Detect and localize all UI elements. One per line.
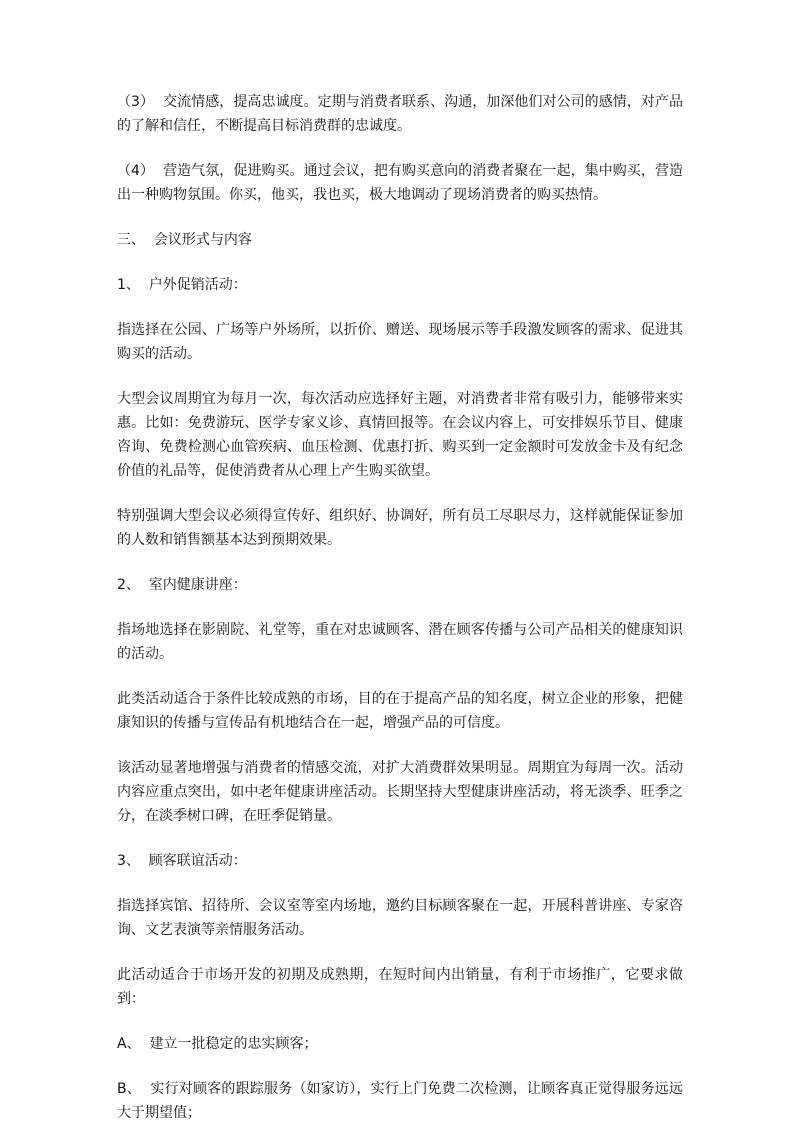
- document-body: [117, 90, 683, 1146]
- paragraph-indoor-suitability: 此类活动适合于条件比较成熟的市场，目的在于提高产品的知名度，树立企业的形象，把健康知识的传播与宣传品有机地结合在一起，增强产品的可信度。: [117, 691, 683, 731]
- paragraph-large-meeting-emphasis: 特别强调大型会议必须得宣传好、组织好、协调好，所有员工尽职尽力，这样就能保证参加的人数和销售额基本达到预期效果。: [117, 508, 683, 548]
- paragraph-indoor-effect: 该活动显著地增强与消费者的情感交流，对扩大消费群效果明显。周期宜为每周一次。活动内容应重点突出，如中老年健康讲座活动。长期坚持大型健康讲座活动，将无淡季、旺季之分，在淡季树口碑，在旺季促销量。: [117, 760, 683, 824]
- list-item-a: A、 建立一批稳定的忠实顾客；: [117, 1036, 318, 1052]
- section-heading-meeting-format: 三、 会议形式与内容: [117, 232, 252, 248]
- subheading-outdoor-promotion: 1、 户外促销活动：: [117, 277, 247, 293]
- paragraph-atmosphere: （4） 营造气氛，促进购买。通过会议，把有购买意向的消费者聚在一起，集中购买，营造出一种购物氛围。你买，他买，我也买，极大地调动了现场消费者的购买热情。: [117, 163, 683, 203]
- subheading-indoor-lecture: 2、 室内健康讲座：: [117, 577, 247, 593]
- paragraph-fellowship-definition: 指选择宾馆、招待所、会议室等室内场地，邀约目标顾客聚在一起，开展科普讲座、专家咨询、文艺表演等亲情服务活动。: [117, 898, 683, 938]
- list-item-b: B、 实行对顾客的跟踪服务（如家访），实行上门免费二次检测，让顾客真正觉得服务远远大于期望值；: [117, 1081, 683, 1121]
- paragraph-loyalty: （3） 交流情感，提高忠诚度。定期与消费者联系、沟通，加深他们对公司的感情，对产品的了解和信任，不断提高目标消费群的忠诚度。: [117, 94, 683, 134]
- paragraph-indoor-definition: 指场地选择在影剧院、礼堂等，重在对忠诚顾客、潜在顾客传播与公司产品相关的健康知识的活动。: [117, 622, 683, 662]
- paragraph-large-meeting-cycle: 大型会议周期宜为每月一次，每次活动应选择好主题，对消费者非常有吸引力，能够带来实惠。比如：免费游玩、医学专家义诊、真情回报等。在会议内容上，可安排娱乐节目、健康咨询、免费检测心血管疾病、血压检测、优惠打折、购买到一定金额时可发放金卡及有纪念价值的礼品等，促使消费者从心理上产生购买欲望。: [117, 391, 683, 479]
- subheading-customer-fellowship: 3、 顾客联谊活动：: [117, 853, 247, 869]
- paragraph-fellowship-requirements: 此活动适合于市场开发的初期及成熟期，在短时间内出销量，有利于市场推广，它要求做到：: [117, 967, 683, 1007]
- paragraph-outdoor-definition: 指选择在公园、广场等户外场所，以折价、赠送、现场展示等手段激发顾客的需求、促进其购买的活动。: [117, 322, 683, 362]
